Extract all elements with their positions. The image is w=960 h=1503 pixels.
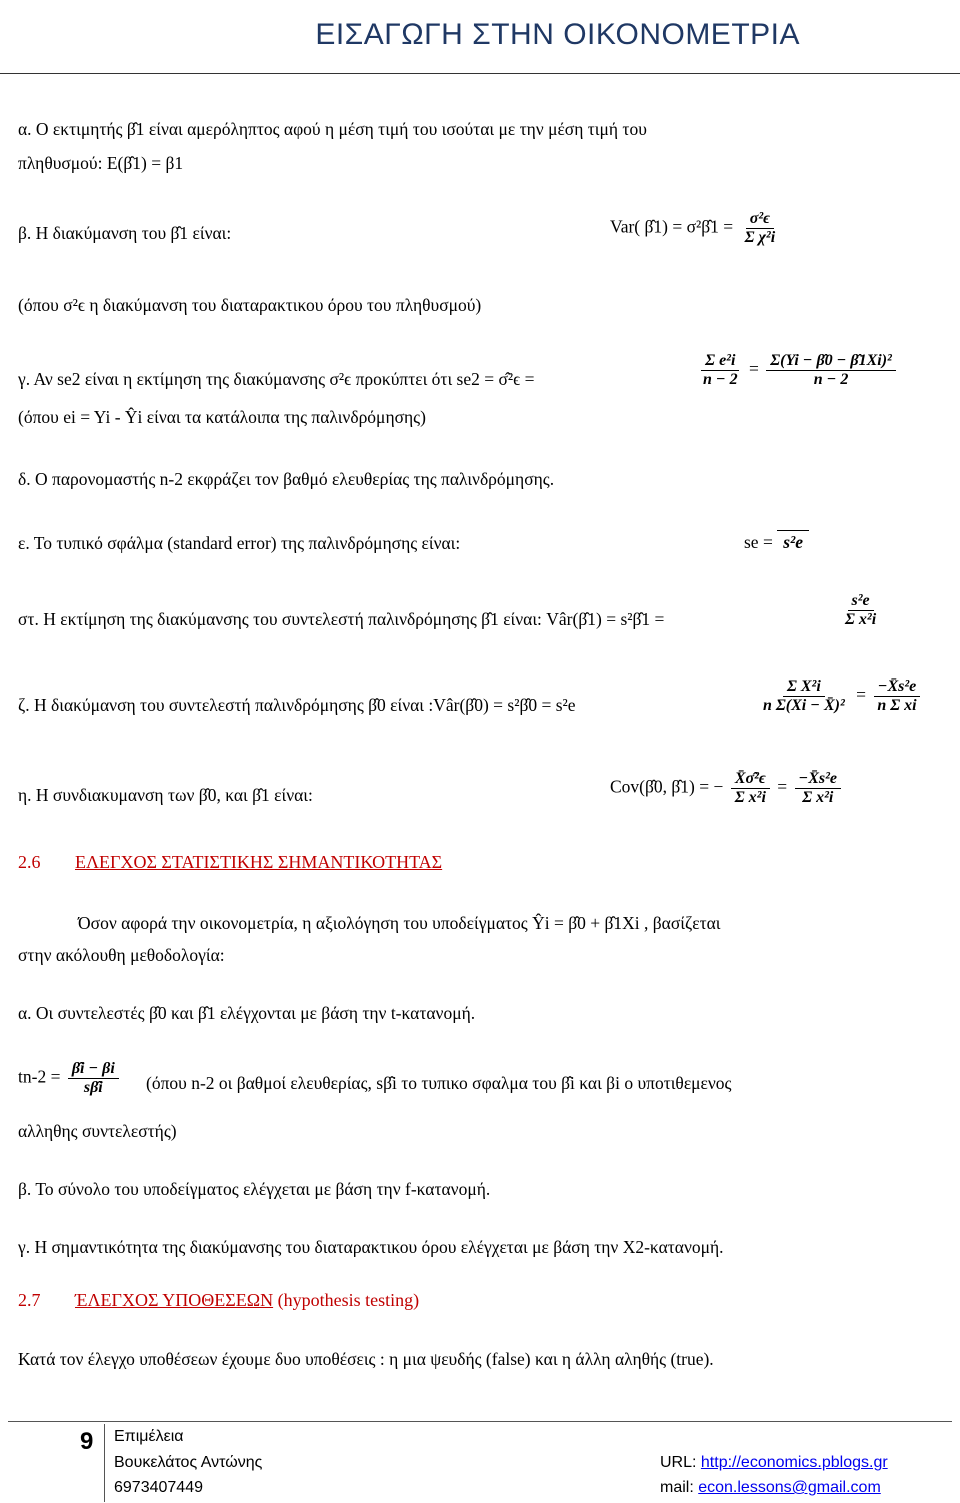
eta-fraction-2-numerator: −X̄s²e [795, 770, 842, 789]
paragraph-hypotheses: Κατά τον έλεγχο υποθέσεων έχουμε δυο υποθέσεις : η μια ψευδής (false) και η άλλη αληθής (true). [18, 1349, 714, 1369]
paragraph-methodology-line1: Όσον αφορά την οικονομετρία, η αξιολόγηση του υποδείγματος Ŷi = β̂0 + β̂1Xi , βασίζεται [78, 913, 721, 933]
item-st-formula [838, 592, 883, 629]
zeta-fraction-2-numerator: −X̄s²e [874, 678, 921, 697]
footer-editor-name: Βουκελάτος Αντώνης [114, 1454, 263, 1471]
gamma-fraction-2 [766, 352, 896, 389]
item-beta-text: β. Η διακύμανση του β̂1 είναι: [18, 223, 232, 243]
page-number: 9 [80, 1428, 94, 1455]
zeta-fraction-1-denominator: n Σ(Xi − X̄)² [763, 697, 845, 714]
equals-sign: = [856, 684, 866, 705]
section-heading-2-7 [18, 1290, 419, 1311]
item-beta-note: (όπου σ²ϵ η διακύμανση του διαταρακτικου όρου του πληθυσμού) [18, 295, 482, 315]
item-zeta-text: ζ. Η διακύμανση του συντελεστή παλινδρόμησης β̂0 είναι :Vâr(β̂0) = s²β̂0 = s²e [18, 695, 576, 715]
beta-fraction-denominator: Σ χ²i [744, 229, 776, 246]
eta-fraction-1 [731, 770, 770, 807]
item-gamma-text: γ. Αν se2 είναι η εκτίμηση της διακύμανσης σ²ϵ προκύπτει ότι se2 = σ̂²ϵ = [18, 369, 535, 389]
paragraph-methodology-line2: στην ακόλουθη μεθοδολογία: [18, 945, 225, 965]
eta-formula-left: Cov(β̂0, β̂1) = − [610, 776, 724, 797]
st-fraction-numerator: s²e [848, 592, 874, 611]
footer-phone: 6973407449 [114, 1479, 203, 1496]
beta-fraction [741, 210, 780, 247]
footer-url [660, 1454, 888, 1472]
item-gamma-formula [696, 352, 899, 389]
page-header-title: ΕΙΣΑΓΩΓΗ ΣΤΗΝ ΟΙΚΟΝΟΜΕΤΡΙΑ [315, 18, 800, 51]
section-title-english: (hypothesis testing) [277, 1290, 420, 1310]
zeta-fraction-2 [873, 678, 920, 715]
section-title: ΈΛΕΓΧΟΣ ΥΠΟΘΕΣΕΩΝ [75, 1290, 274, 1310]
t-statistic-numerator: β̂i − βi [68, 1060, 119, 1079]
item-epsilon-formula [744, 530, 809, 553]
footer-vertical-divider [104, 1424, 105, 1502]
footer-mail-link[interactable]: econ.lessons@gmail.com [698, 1479, 881, 1496]
section-number: 2.7 [18, 1290, 41, 1310]
footer-mail [660, 1479, 881, 1497]
t-statistic-fraction [68, 1060, 119, 1097]
st-fraction-denominator: Σ x²i [845, 611, 877, 628]
item-eta-formula [610, 770, 844, 807]
square-root-se: s²e [777, 530, 809, 553]
item-epsilon-text: ε. Το τυπικό σφάλμα (standard error) της παλινδρόμησης είναι: [18, 533, 461, 553]
item-delta-text: δ. Ο παρονομαστής n-2 εκφράζει τον βαθμό ελευθερίας της παλινδρόμησης. [18, 469, 555, 489]
item-eta-text: η. Η συνδιακυμανση των β̂0, και β̂1 είναι: [18, 785, 313, 805]
item-beta-formula [610, 210, 782, 247]
eta-fraction-1-numerator: X̄σ̂²ϵ [731, 770, 770, 789]
footer-url-label: URL: [660, 1454, 701, 1471]
gamma-fraction-1 [699, 352, 742, 389]
item-zeta-formula [756, 678, 924, 715]
equals-sign: = [777, 776, 788, 797]
t-statistic-denominator: sβ̂i [83, 1079, 103, 1096]
item-st-text: στ. Η εκτίμηση της διακύμανσης του συντελεστή παλινδρόμησης β̂1 είναι: Vâr(β̂1) = s²β̂1 = [18, 609, 665, 629]
gamma-fraction-1-numerator: Σ e²i [701, 352, 739, 371]
gamma-fraction-1-denominator: n − 2 [703, 371, 738, 388]
eta-fraction-2-denominator: Σ x²i [802, 789, 834, 806]
section-number: 2.6 [18, 852, 41, 872]
t-statistic-left: tn-2 = [18, 1066, 61, 1087]
eta-fraction-2 [795, 770, 842, 807]
section-title: ΕΛΕΓΧΟΣ ΣΤΑΤΙΣΤΙΚΗΣ ΣΗΜΑΝΤΙΚΟΤΗΤΑΣ [75, 852, 443, 872]
footer-mail-label: mail: [660, 1479, 699, 1496]
eta-fraction-1-denominator: Σ x²i [734, 789, 766, 806]
item-alpha-line2: πληθυσμού: Ε(β̂1) = β1 [18, 153, 184, 173]
item-gamma-chi-distribution: γ. Η σημαντικότητα της διακύμανσης του διαταρακτικου όρου ελέγχεται με βάση την Χ2-κατανομή. [18, 1237, 724, 1257]
item-gamma-note: (όπου ei = Yi - Ŷi είναι τα κατάλοιπα της παλινδρόμησης) [18, 407, 426, 427]
beta-formula-left: Var( β̂1) = σ²β̂1 = [610, 216, 734, 237]
section-heading-2-6 [18, 852, 442, 873]
st-fraction [841, 592, 880, 629]
zeta-fraction-1 [759, 678, 849, 715]
zeta-fraction-2-denominator: n Σ xi [877, 697, 917, 714]
footer-editor-label: Επιμέλεια [114, 1428, 184, 1445]
item-alpha-t-distribution: α. Οι συντελεστές β̂0 και β̂1 ελέγχονται με βάση την t-κατανομή. [18, 1003, 476, 1023]
item-alpha-line1: α. Ο εκτιμητής β̂1 είναι αμερόληπτος αφού η μέση τιμή του ισούται με την μέση τιμή του [18, 119, 647, 139]
epsilon-formula-left: se = [744, 532, 778, 552]
gamma-fraction-2-denominator: n − 2 [813, 371, 849, 388]
gamma-fraction-2-numerator: Σ(Yi − β̂0 − β̂1Xi)² [766, 352, 896, 371]
item-beta-f-distribution: β. Το σύνολο του υποδείγματος ελέγχεται με βάση την f-κατανομή. [18, 1179, 491, 1199]
beta-fraction-numerator: σ²ϵ [746, 210, 774, 229]
t-statistic-formula [18, 1060, 122, 1097]
footer-divider [8, 1421, 952, 1422]
header-divider [0, 73, 960, 74]
zeta-fraction-1-numerator: Σ X²i [783, 678, 825, 697]
t-statistic-note: (όπου n-2 οι βαθμοί ελευθερίας, sβ̂i το τυπικο σφαλμα του β̂i και βi ο υποτιθεμενος [146, 1073, 732, 1093]
equals-sign: = [748, 358, 759, 379]
footer-url-link[interactable]: http://economics.pblogs.gr [700, 1454, 888, 1471]
t-statistic-note-line2: αλληθης συντελεστής) [18, 1121, 177, 1141]
